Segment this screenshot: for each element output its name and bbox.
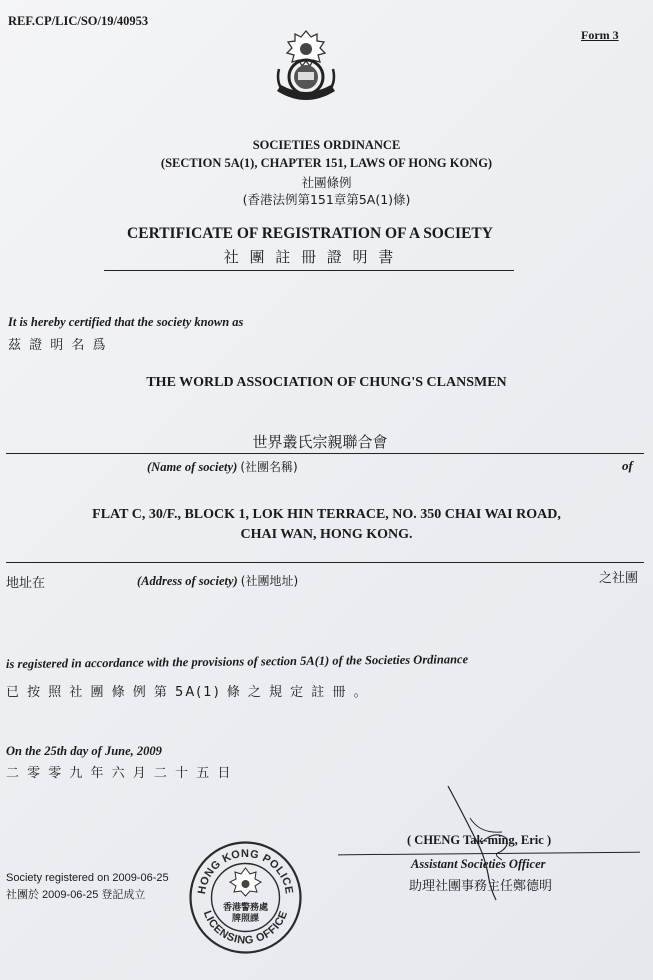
ordinance-section-zh: (香港法例第151章第5A(1)條) — [242, 192, 411, 207]
registered-on: Society registered on 2009-06-25 — [6, 872, 169, 884]
name-label-zh: (社團名稱) — [240, 460, 298, 474]
registered-on-zh: 社團於 2009-06-25 登記成立 — [6, 889, 146, 901]
registered-text: is registered in accordance with the provisions of section 5A(1) of the Societies Ordinance — [5, 652, 469, 671]
date-text: On the 25th day of June, 2009 — [6, 744, 162, 758]
society-name-zh: 世界叢氏宗親聯合會 — [252, 433, 388, 451]
ordinance-title: SOCIETIES ORDINANCE — [252, 138, 401, 152]
ordinance-section: (SECTION 5A(1), CHAPTER 151, LAWS OF HONG KONG) — [160, 156, 493, 170]
certify-text-zh: 茲 證 明 名 爲 — [8, 338, 108, 353]
certify-text: It is hereby certified that the society known as — [8, 315, 244, 329]
stamp-top-text: HONG KONG POLICE — [196, 847, 295, 896]
reference-number: REF.CP/LIC/SO/19/40953 — [8, 14, 149, 28]
licensing-office-stamp — [188, 840, 303, 955]
registered-text-zh: 已 按 照 社 團 條 例 第 5A(1) 條 之 規 定 註 冊 。 — [6, 685, 369, 700]
title-underline — [104, 270, 514, 271]
certificate-title-zh: 社 團 註 冊 證 明 書 — [223, 248, 397, 266]
address-line-2: CHAI WAN, HONG KONG. — [240, 527, 413, 542]
stamp-bottom-text: LICENSING OFFICE — [200, 909, 291, 947]
name-label-group — [147, 458, 298, 475]
address-line-1: FLAT C, 30/F., BLOCK 1, LOK HIN TERRACE, NO. 350 CHAI WAI ROAD, — [92, 507, 561, 522]
officer-name: ( CHENG Tak-ming, Eric ) — [407, 833, 552, 847]
of-text: of — [622, 458, 633, 473]
address-label-group — [137, 572, 298, 589]
form-number: Form 3 — [581, 28, 619, 42]
society-name: THE WORLD ASSOCIATION OF CHUNG'S CLANSMEN — [146, 375, 507, 390]
certificate-title: CERTIFICATE OF REGISTRATION OF A SOCIETY — [127, 225, 493, 242]
address-line — [6, 562, 644, 563]
police-crest-icon — [265, 25, 347, 109]
name-label: (Name of society) — [147, 460, 238, 474]
officer-title-zh: 助理社團事務主任鄭德明 — [409, 879, 553, 894]
stamp-center-zh-2: 牌照課 — [231, 914, 260, 924]
address-label: (Address of society) — [137, 574, 238, 588]
address-label-zh: (社團地址) — [240, 574, 299, 588]
address-suffix-zh: 之社團 — [599, 571, 639, 586]
address-prefix-zh: 地址在 — [6, 576, 46, 591]
name-line — [6, 453, 644, 454]
date-text-zh: 二 零 零 九 年 六 月 二 十 五 日 — [6, 766, 233, 781]
ordinance-title-zh: 社團條例 — [301, 175, 352, 190]
officer-title: Assistant Societies Officer — [411, 857, 546, 871]
stamp-center-zh-1: 香港警務處 — [222, 903, 269, 913]
